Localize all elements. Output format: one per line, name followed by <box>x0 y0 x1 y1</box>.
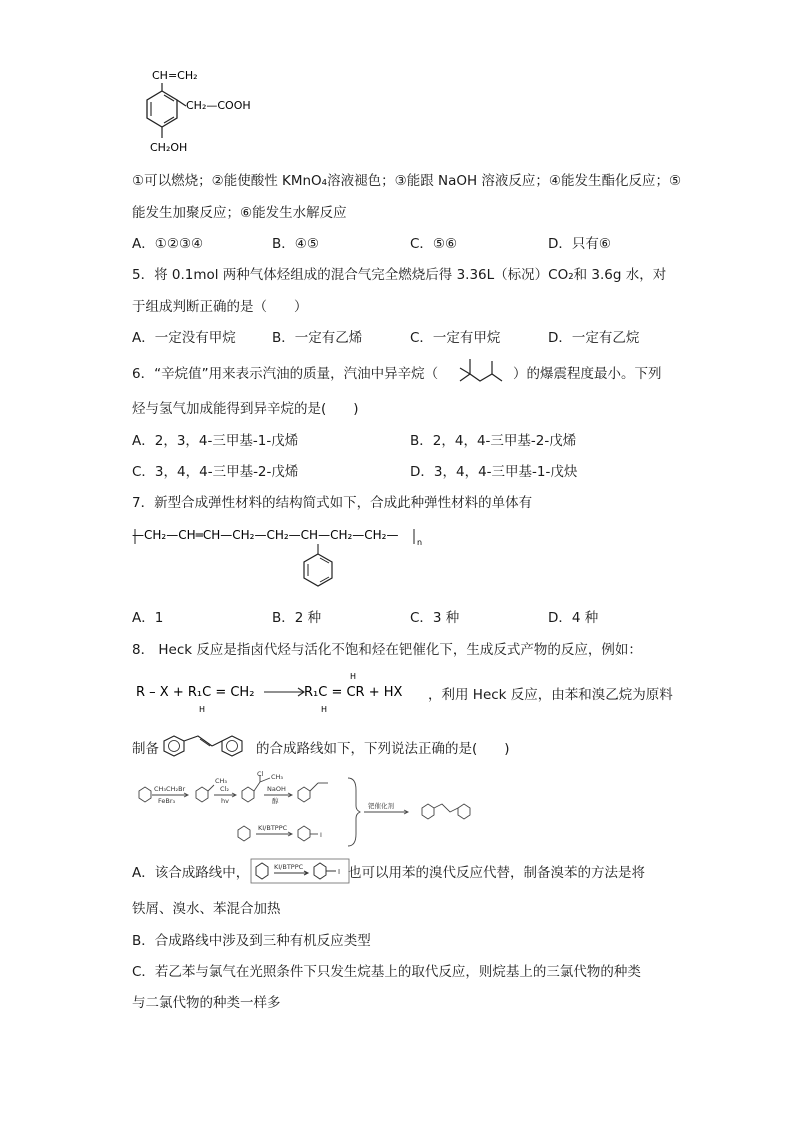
q5-statement-line2: 于组成判断正确的是（ ） <box>132 299 308 315</box>
q5-option-d: D．一定有乙烷 <box>548 330 640 346</box>
route-condition-2: hv <box>221 797 229 805</box>
side-chain-label: CH₂—COOH <box>186 99 251 112</box>
q5-option-a: A．一定没有甲烷 <box>132 330 236 346</box>
heck-h-label-3: H <box>350 672 357 681</box>
q6-option-a: A．2，3，4-三甲基-1-戊烯 <box>132 433 299 449</box>
route-catalyst-1: FeBr₃ <box>158 797 176 805</box>
route-iodo-label: I <box>320 831 322 839</box>
polymer-subscript: n <box>417 538 423 547</box>
structure-diagram-q4 <box>140 66 270 161</box>
q7-option-d: D．4 种 <box>548 610 599 626</box>
heck-equation <box>132 670 432 720</box>
q4-option-b: B．④⑤ <box>272 236 319 252</box>
q6-statement-line1-a: 6．“辛烷值”用来表示汽油的质量，汽油中异辛烷（ <box>132 366 439 382</box>
q8-statement-line3-a: 制备 <box>132 741 159 757</box>
q7-option-c: C．3 种 <box>410 610 460 626</box>
polymer-structure <box>132 524 532 594</box>
route-reagent-5: 钯催化剂 <box>368 802 394 810</box>
q4-option-a: A．①②③④ <box>132 236 204 252</box>
heck-products: R₁C = CR + HX <box>304 685 403 700</box>
q5-statement-line1: 5．将 0.1mol 两种气体烃组成的混合气完全燃烧后得 3.36L（标况）CO₂和 3.6g 水，对 <box>132 267 667 283</box>
q5-option-b: B．一定有乙烯 <box>272 330 363 346</box>
route-reagent-1: CH₃CH₂Br <box>154 785 186 793</box>
route-reagent-3: NaOH <box>267 785 286 793</box>
q4-option-c: C．⑤⑥ <box>410 236 458 252</box>
stilbene-structure <box>160 733 256 759</box>
q6-option-c: C．3，4，4-三甲基-2-戊烯 <box>132 464 299 480</box>
option-a-reaction-scheme <box>250 858 350 884</box>
q6-option-b: B．2，4，4-三甲基-2-戊烯 <box>410 433 577 449</box>
q8-option-a-line1-b: 也可以用苯的溴代反应代替，制备溴苯的方法是将 <box>348 865 645 881</box>
isooctane-skeleton <box>456 355 514 385</box>
q8-statement-line2: ，利用 Heck 反应，由苯和溴乙烷为原料 <box>428 687 673 703</box>
q8-option-c-line1: C．若乙苯与氯气在光照条件下只发生烷基上的取代反应，则烷基上的三氯代物的种类 <box>132 964 641 980</box>
route-reagent-4: KI/BTPPC <box>258 824 288 832</box>
q4-statement-line1: ①可以燃烧；②能使酸性 KMnO₄溶液褪色；③能跟 NaOH 溶液反应；④能发生酯化反应；⑤ <box>132 173 682 189</box>
route-cl-label: Cl <box>257 770 264 778</box>
hydroxymethyl-label: CH₂OH <box>150 141 188 154</box>
heck-reactants: R – X + R₁C = CH₂ <box>136 685 255 700</box>
heck-h-label-2: H <box>321 705 328 714</box>
q6-statement-line2: 烃与氢气加成能得到异辛烷的是( ) <box>132 401 359 417</box>
q7-option-a: A．1 <box>132 610 164 626</box>
route-ch3-label-2: CH₃ <box>271 773 284 781</box>
heck-h-label-1: H <box>199 705 206 714</box>
q4-statement-line2: 能发生加聚反应；⑥能发生水解反应 <box>132 205 347 221</box>
polymer-formula: —CH₂—CH═CH—CH₂—CH₂—CH—CH₂—CH₂— <box>132 528 399 542</box>
option-a-iodo-label: I <box>338 868 341 876</box>
q6-option-d: D．3，4，4-三甲基-1-戊炔 <box>410 464 578 480</box>
q8-option-c-line2: 与二氯代物的种类一样多 <box>132 995 281 1011</box>
q4-option-d: D．只有⑥ <box>548 236 611 252</box>
synthesis-route-diagram <box>132 770 492 852</box>
q8-option-b: B．合成路线中涉及到三种有机反应类型 <box>132 933 371 949</box>
q8-statement-line1: 8． Heck 反应是指卤代烃与活化不饱和烃在钯催化下，生成反式产物的反应，例如： <box>132 642 642 658</box>
vinyl-group-label: CH=CH₂ <box>152 69 198 82</box>
q5-option-c: C．一定有甲烷 <box>410 330 501 346</box>
route-ch3-label-1: CH₃ <box>215 777 228 785</box>
q6-statement-line1-b: ）的爆震程度最小。下列 <box>513 366 662 382</box>
q8-statement-line3-b: 的合成路线如下，下列说法正确的是( ) <box>256 741 510 757</box>
route-condition-3: 醇 <box>272 797 279 805</box>
q8-option-a-line1-a: A．该合成路线中， <box>132 865 250 881</box>
q7-statement: 7．新型合成弹性材料的结构简式如下，合成此种弹性材料的单体有 <box>132 495 533 511</box>
option-a-reagent: KI/BTPPC <box>274 863 304 871</box>
route-reagent-2: Cl₂ <box>220 785 229 793</box>
q8-option-a-line2: 铁屑、溴水、苯混合加热 <box>132 901 281 917</box>
q7-option-b: B．2 种 <box>272 610 322 626</box>
